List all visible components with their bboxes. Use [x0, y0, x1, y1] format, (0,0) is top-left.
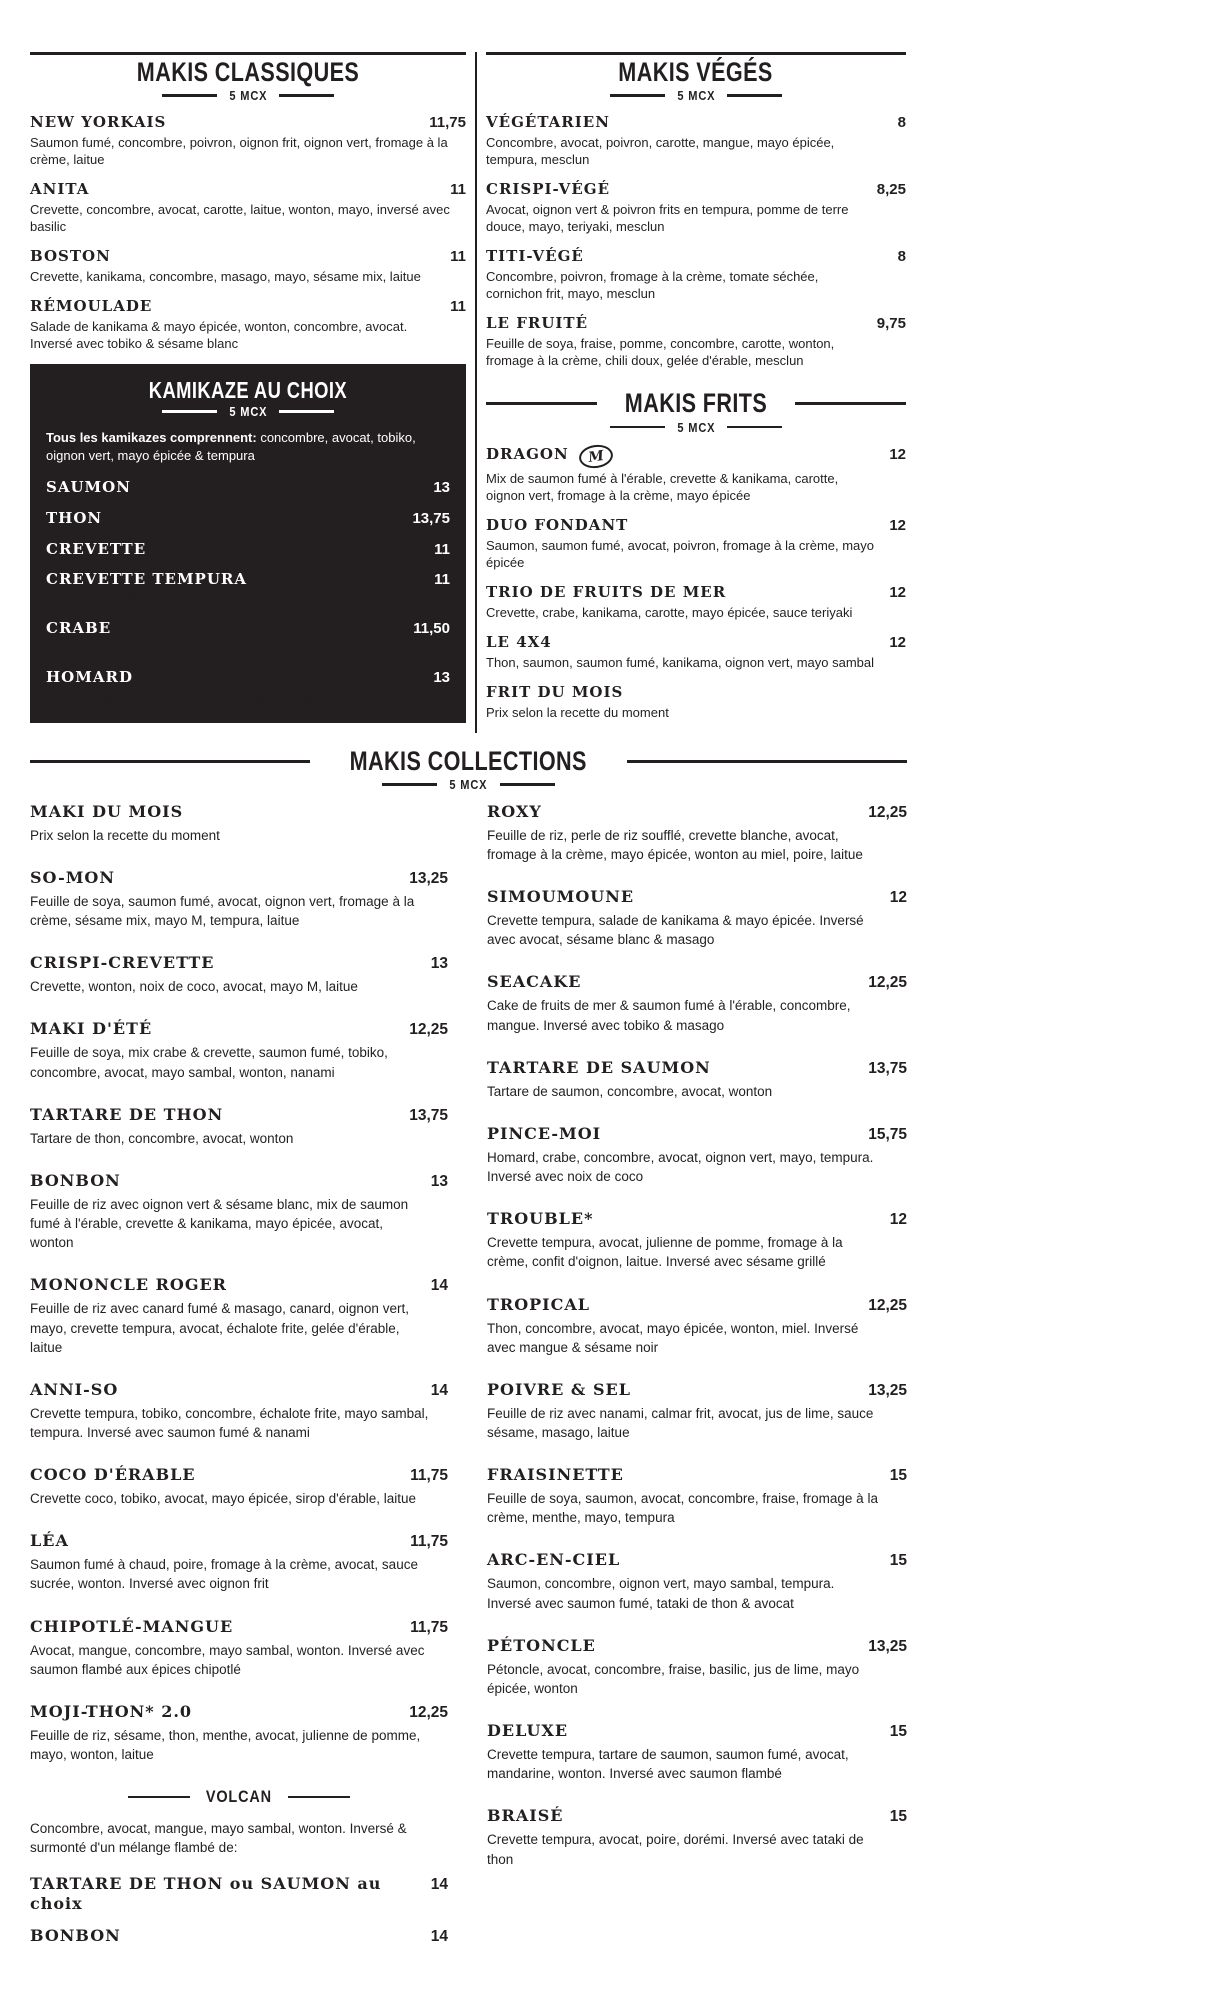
menu-item-name: ROXY — [487, 801, 542, 821]
header-rule — [30, 52, 466, 55]
menu-item-row — [487, 1380, 907, 1400]
menu-item-description: Crevette, wonton, noix de coco, avocat, mayo M, laitue — [30, 979, 358, 995]
menu-item-name: TARTARE DE THON — [30, 1104, 224, 1124]
subtitle-text: 5 MCX — [676, 88, 716, 104]
menu-item — [487, 972, 907, 1034]
kamikaze-intro — [46, 429, 436, 464]
menu-item-row — [487, 1295, 907, 1315]
subtitle-dash — [162, 94, 217, 97]
menu-item-price: 15 — [889, 1552, 907, 1570]
menu-item-name: CREVETTE — [46, 539, 147, 558]
menu-item-description: Avocat, oignon vert & poivron frits en tempura, pomme de terre douce, mayo, teriyaki, mesclun — [486, 201, 849, 235]
menu-item-price: 11,75 — [410, 1467, 448, 1485]
menu-item-price: 12,25 — [868, 803, 907, 821]
menu-item — [30, 1171, 448, 1252]
menu-item-name: DUO FONDANT — [486, 515, 629, 534]
menu-item-price: 11 — [450, 248, 466, 266]
menu-item-name: MAKI D'ÉTÉ — [30, 1019, 153, 1039]
section-title: MAKIS COLLECTIONS — [349, 745, 588, 776]
subtitle-dash — [610, 94, 665, 97]
menu-item-description: Saumon, concombre, oignon vert, mayo sambal, tempura. Inversé avec saumon fumé, tataki de thon & avocat — [487, 1576, 835, 1611]
subtitle-text: 5 MCX — [228, 404, 268, 420]
menu-item — [487, 1636, 907, 1698]
menu-item — [30, 1874, 448, 1914]
section-makis-classiques — [30, 52, 466, 352]
menu-item-row — [486, 683, 906, 702]
menu-item-name: PÉTONCLE — [487, 1635, 596, 1655]
item-list-collections-right — [487, 802, 907, 1869]
menu-item-row — [486, 516, 906, 535]
menu-item-name: TROPICAL — [487, 1294, 591, 1314]
menu-item-row — [487, 1465, 907, 1485]
menu-item-name: TARTARE DE THON ou SAUMON au choix — [30, 1873, 382, 1913]
section-header-frits — [486, 389, 906, 434]
section-kamikaze — [30, 364, 466, 723]
menu-item-description: Crevette tempura, salade de kanikama & mayo épicée. Inversé avec avocat, sésame blanc & masago — [487, 913, 864, 948]
menu-item-name: DRAGON — [486, 444, 569, 463]
menu-item-row — [30, 113, 466, 132]
menu-item-price: 13,25 — [868, 1381, 907, 1399]
menu-item — [486, 113, 906, 168]
menu-item-price: 12 — [889, 583, 906, 601]
menu-item-row — [486, 633, 906, 652]
subtitle-dash — [500, 783, 555, 786]
menu-item-name: LÉA — [30, 1531, 69, 1551]
menu-item-price: 12,25 — [409, 1021, 448, 1039]
subsection-volcan — [30, 1787, 448, 1945]
menu-item-name: BOSTON — [30, 247, 111, 266]
menu-item-price: 8,25 — [876, 181, 906, 199]
menu-item — [487, 1465, 907, 1527]
menu-item-name: NEW YORKAIS — [30, 113, 167, 132]
menu-item-row — [30, 1380, 448, 1400]
menu-item-price: 13,75 — [412, 509, 450, 527]
section-header-classiques — [30, 52, 466, 103]
menu-item-description: Crevette coco, tobiko, avocat, mayo épicée, sirop d'érable, laitue — [30, 1491, 417, 1507]
menu-item — [487, 802, 907, 864]
header-title-row — [486, 389, 906, 418]
menu-item — [30, 1380, 448, 1442]
menu-item-price: 9,75 — [876, 315, 906, 333]
menu-item-row — [30, 1617, 448, 1637]
menu-item-row — [30, 1275, 448, 1295]
menu-item-name: CRISPI-CREVETTE — [30, 953, 215, 973]
menu-item-price: 13 — [430, 1172, 448, 1190]
menu-item-name: COCO D'ÉRABLE — [30, 1465, 196, 1485]
menu-item-row — [30, 953, 448, 973]
menu-item-price: 12 — [889, 445, 906, 463]
menu-item-description: Feuille de soya, saumon, avocat, concombre, fraise, fromage à la crème, menthe, mayo, tempura — [487, 1491, 878, 1526]
menu-item-name: MAKI DU MOIS — [30, 801, 184, 821]
menu-item-price: 12,25 — [868, 974, 907, 992]
subtitle-dash — [727, 426, 782, 429]
section-header-veges — [486, 52, 906, 103]
menu-item-name: VÉGÉTARIEN — [486, 113, 610, 132]
menu-item-name: BRAISÉ — [487, 1806, 564, 1826]
menu-item-name: LE FRUITÉ — [486, 314, 589, 333]
section-subtitle — [486, 88, 906, 103]
menu-item-price: 15,75 — [868, 1125, 907, 1143]
menu-item-name: LE 4X4 — [486, 632, 552, 651]
menu-item — [486, 683, 906, 721]
collections-left-column — [30, 802, 448, 1958]
menu-item-description: Feuille de soya, saumon fumé, avocat, oignon vert, fromage à la crème, sésame mix, mayo M, tempura, laitue — [30, 893, 415, 929]
column-divider — [475, 52, 477, 733]
menu-item-price: 14 — [430, 1381, 448, 1399]
section-subtitle — [30, 777, 907, 792]
menu-item-description: Crevette tempura, avocat, julienne de pomme, fromage à la crème, confit d'oignon, laitue. Inversé avec sésame grillé — [487, 1235, 843, 1270]
right-column — [486, 52, 906, 733]
menu-item-row — [30, 1105, 448, 1125]
menu-item-row — [30, 247, 466, 266]
header-title-row — [30, 747, 907, 776]
menu-item — [30, 1531, 448, 1593]
item-list-volcan — [30, 1874, 448, 1946]
menu-item — [30, 297, 466, 352]
menu-item-name: THON — [46, 508, 103, 527]
menu-item — [30, 1275, 448, 1356]
menu-item — [30, 1926, 448, 1946]
menu-item-name: TROUBLE* — [487, 1209, 594, 1229]
menu-item-price: 15 — [889, 1467, 907, 1485]
menu-item-name: PINCE-MOI — [487, 1123, 602, 1143]
menu-item-row — [487, 1806, 907, 1826]
menu-item-description: Salade de kanikama & mayo épicée, wonton, concombre, avocat. Inversé avec tobiko & sésame blanc — [30, 318, 408, 352]
menu-item-row — [487, 1058, 907, 1078]
menu-item-name: CRISPI-VÉGÉ — [486, 180, 610, 199]
menu-item — [30, 180, 466, 235]
menu-item-price: 12 — [889, 633, 906, 651]
section-title: KAMIKAZE AU CHOIX — [148, 377, 348, 404]
menu-item-row — [486, 314, 906, 333]
menu-item — [46, 619, 450, 656]
menu-content — [30, 52, 907, 1958]
menu-item — [486, 247, 906, 302]
section-makis-frits — [486, 389, 906, 720]
menu-item-price: 15 — [889, 1808, 907, 1826]
menu-item-description: Crevette tempura, tobiko, concombre, échalote frite, mayo sambal, tempura. Inversé avec saumon fumé & nanami — [30, 1405, 429, 1440]
section-makis-collections — [30, 747, 907, 1958]
menu-item-row — [487, 1636, 907, 1656]
menu-item-description: Concombre, poivron, fromage à la crème, tomate séchée, cornichon frit, mayo, mesclun — [486, 269, 819, 302]
brand-m-icon: M — [577, 442, 614, 470]
menu-item-price: 12,25 — [868, 1296, 907, 1314]
menu-item-row — [46, 619, 450, 638]
menu-item-row — [46, 570, 450, 589]
menu-item-row — [486, 113, 906, 132]
menu-item-name: RÉMOULADE — [30, 297, 153, 316]
menu-item-row — [46, 540, 450, 559]
menu-item-row — [487, 1550, 907, 1570]
menu-item — [487, 1806, 907, 1868]
header-rule — [486, 52, 906, 55]
menu-item-description: Avec kanikama & nanami — [46, 640, 193, 656]
menu-item-price: 11,75 — [410, 1533, 448, 1551]
menu-item-price: 13 — [433, 479, 450, 497]
menu-item — [30, 1105, 448, 1148]
menu-item-description: Prix selon la recette du moment — [486, 704, 669, 720]
menu-item-name: CRABE — [46, 619, 112, 638]
menu-item-row — [46, 509, 450, 528]
menu-item — [30, 247, 466, 285]
menu-item-price: 11,50 — [413, 620, 450, 638]
menu-item-description: Avocat, mangue, concombre, mayo sambal, wonton. Inversé avec saumon flambé aux épices chipotlé — [30, 1642, 425, 1677]
menu-item-row — [30, 1171, 448, 1191]
top-columns — [30, 52, 907, 733]
menu-item-description: Thon, saumon, saumon fumé, kanikama, oignon vert, mayo sambal — [486, 654, 875, 670]
menu-item-name: SO-MON — [30, 867, 115, 887]
subtitle-dash — [279, 94, 334, 97]
volcan-title: VOLCAN — [205, 1787, 273, 1807]
menu-item-row — [30, 1702, 448, 1722]
menu-item-description: Pétoncle, avocat, concombre, fraise, basilic, jus de lime, mayo épicée, wonton — [487, 1661, 860, 1696]
menu-item — [486, 180, 906, 235]
section-subtitle — [486, 420, 906, 435]
menu-item — [486, 633, 906, 671]
menu-item — [486, 516, 906, 571]
menu-item-description: Saumon fumé, concombre, poivron, oignon frit, oignon vert, fromage à la crème, laitue — [30, 134, 448, 168]
menu-item-row — [486, 180, 906, 199]
collections-columns — [30, 802, 907, 1958]
menu-item-name: POIVRE & SEL — [487, 1379, 631, 1399]
menu-item-description: Tartare de thon, concombre, avocat, wonton — [30, 1130, 294, 1146]
menu-item — [487, 1058, 907, 1101]
menu-item-description: Crevette, concombre, avocat, carotte, laitue, wonton, mayo, inversé avec basilic — [30, 201, 450, 235]
menu-item-price: 11,75 — [410, 1618, 448, 1636]
section-subtitle — [30, 88, 466, 103]
menu-item-row — [30, 1926, 448, 1946]
subtitle-text: 5 MCX — [449, 776, 488, 792]
menu-item-description: Inversé avec sésame mix — [46, 591, 193, 607]
menu-item — [487, 1209, 907, 1271]
header-line — [30, 760, 310, 763]
item-list-veges — [486, 113, 906, 369]
menu-item-row — [487, 802, 907, 822]
section-header-collections — [30, 747, 907, 792]
menu-item — [46, 668, 450, 705]
menu-item-name: MONONCLE ROGER — [30, 1275, 227, 1295]
menu-item — [30, 113, 466, 168]
menu-item-price: 12,25 — [409, 1703, 448, 1721]
menu-item-description: Crevette, kanikama, concombre, masago, mayo, sésame mix, laitue — [30, 269, 421, 285]
subtitle-dash — [288, 1796, 350, 1798]
menu-item-row — [486, 583, 906, 602]
menu-item-row — [46, 668, 450, 687]
menu-item-price: 12 — [889, 516, 906, 534]
menu-item-description: Homard, crabe, concombre, avocat, oignon vert, mayo, tempura. Inversé avec noix de coco — [487, 1149, 874, 1185]
header-line — [46, 389, 114, 392]
menu-item-description: Feuille de soya, mix crabe & crevette, saumon fumé, tobiko, concombre, avocat, mayo sambal, wonton, nanami — [30, 1045, 388, 1080]
menu-item-price: 13 — [433, 669, 450, 687]
subtitle-text: 5 MCX — [228, 88, 268, 104]
menu-item-row — [46, 478, 450, 497]
menu-item — [46, 509, 450, 528]
menu-item — [30, 1465, 448, 1508]
menu-item-description: Crevette tempura, avocat, poire, dorémi. Inversé avec tataki de thon — [487, 1832, 864, 1867]
menu-item-row — [487, 1124, 907, 1144]
header-line — [382, 389, 450, 392]
menu-item-description: Saumon fumé à chaud, poire, fromage à la crème, avocat, sauce sucrée, wonton. Inversé avec oignon frit — [30, 1557, 418, 1592]
menu-item-price: 11,75 — [429, 114, 466, 132]
menu-item-price: 14 — [430, 1927, 448, 1945]
menu-item-price: 12 — [889, 1211, 907, 1229]
header-line — [627, 760, 907, 763]
menu-item-description: Feuille de riz avec oignon vert & sésame blanc, mix de saumon fumé à l'érable, crevette & kanikama, mayo épicée, avocat, wonton — [30, 1196, 409, 1251]
menu-item — [487, 1380, 907, 1442]
menu-item — [486, 445, 906, 504]
menu-item-description: Feuille de soya, fraise, pomme, concombre, carotte, wonton, fromage à la crème, chili doux, gelée d'érable, mesclun — [486, 336, 835, 369]
menu-item-name: TARTARE DE SAUMON — [487, 1057, 711, 1077]
menu-item-price: 11 — [450, 298, 466, 316]
section-subtitle — [46, 404, 450, 419]
menu-item-row — [30, 1019, 448, 1039]
section-title: MAKIS CLASSIQUES — [136, 57, 360, 87]
volcan-header — [30, 1787, 448, 1807]
menu-item-name: SAUMON — [46, 478, 131, 497]
menu-item-description: Feuille de riz, sésame, thon, menthe, avocat, julienne de pomme, mayo, wonton, laitue — [30, 1727, 421, 1763]
menu-item-description: Prix selon la recette du moment — [30, 827, 220, 843]
subtitle-dash — [279, 410, 334, 413]
menu-item-name: SIMOUMOUNE — [487, 887, 635, 907]
menu-item-description: Thon, concombre, avocat, mayo épicée, wonton, miel. Inversé avec mangue & sésame noir — [487, 1320, 859, 1355]
subtitle-text: 5 MCX — [676, 419, 716, 435]
item-list-kamikaze — [46, 478, 450, 705]
menu-item-description: Mix de saumon fumé à l'érable, crevette & kanikama, carotte, oignon vert, fromage à la crème, mayo épicée — [486, 470, 839, 503]
menu-item-price: 11 — [450, 181, 466, 199]
menu-item — [487, 1295, 907, 1357]
menu-item — [30, 1617, 448, 1679]
menu-item-name: BONBON — [30, 1925, 121, 1945]
subtitle-dash — [128, 1796, 190, 1798]
menu-item-name: CREVETTE TEMPURA — [46, 570, 248, 589]
menu-item-price: 13,25 — [409, 869, 448, 887]
header-line — [486, 402, 597, 405]
menu-item-description: Feuille de riz avec nanami, calmar frit, avocat, jus de lime, sauce sésame, masago, laitue — [487, 1405, 874, 1440]
section-header-kamikaze — [46, 378, 450, 419]
section-makis-veges — [486, 52, 906, 369]
menu-item-name: CHIPOTLÉ-MANGUE — [30, 1616, 234, 1636]
menu-item — [486, 314, 906, 369]
collections-right-column — [487, 802, 907, 1958]
menu-item — [30, 1019, 448, 1081]
subtitle-dash — [610, 426, 665, 429]
item-list-classiques — [30, 113, 466, 352]
menu-item-name: BONBON — [30, 1170, 121, 1190]
menu-item-row — [30, 802, 448, 822]
menu-item-row — [487, 1721, 907, 1741]
menu-item-row — [30, 1531, 448, 1551]
menu-item-row — [30, 1465, 448, 1485]
menu-item — [487, 1550, 907, 1612]
menu-item-name: FRIT DU MOIS — [486, 682, 624, 701]
menu-item-name: FRAISINETTE — [487, 1465, 624, 1485]
section-title: MAKIS FRITS — [624, 388, 768, 419]
menu-item-row — [487, 972, 907, 992]
menu-item-price: 14 — [430, 1277, 448, 1295]
menu-item — [487, 1721, 907, 1783]
menu-item-row — [30, 1874, 448, 1914]
menu-item-description: Tartare de saumon, concombre, avocat, wonton — [487, 1083, 773, 1099]
menu-item-price: 12 — [889, 889, 907, 907]
menu-item-name: HOMARD — [46, 668, 133, 687]
header-line — [795, 402, 906, 405]
menu-item-description: Avec kanikama, inversé avec tobiko & sésame blanc — [46, 688, 349, 704]
menu-item — [30, 1702, 448, 1764]
menu-item-description: Feuille de riz, perle de riz soufflé, crevette blanche, avocat, fromage à la crème, mayo épicée, wonton au miel, poire, laitue — [487, 827, 863, 862]
item-list-collections-left — [30, 802, 448, 1764]
menu-item-row — [30, 297, 466, 316]
menu-item-name: TITI-VÉGÉ — [486, 247, 584, 266]
item-list-frits — [486, 445, 906, 721]
menu-item — [30, 953, 448, 996]
menu-item-row — [487, 887, 907, 907]
menu-item-row — [487, 1209, 907, 1229]
menu-item-price: 13,75 — [409, 1106, 448, 1124]
menu-item-description: Concombre, avocat, poivron, carotte, mangue, mayo épicée, tempura, mesclun — [486, 134, 835, 168]
menu-item-price: 11 — [434, 571, 450, 589]
section-title: MAKIS VÉGÉS — [618, 57, 774, 87]
menu-item-name: SEACAKE — [487, 972, 582, 992]
kamikaze-intro-lead: Tous les kamikazes comprennent: — [46, 430, 257, 446]
subtitle-dash — [382, 783, 437, 786]
menu-item — [30, 802, 448, 845]
menu-item — [46, 478, 450, 497]
menu-item-description: Feuille de riz avec canard fumé & masago, canard, oignon vert, mayo, crevette tempura, avocat, échalote frite, gelée d'érable, laitue — [30, 1301, 409, 1355]
menu-item-name: MOJI-THON* 2.0 — [30, 1701, 193, 1721]
menu-item-row — [486, 247, 906, 266]
subtitle-dash — [727, 94, 782, 97]
menu-item-description: Saumon, saumon fumé, avocat, poivron, fromage à la crème, mayo épicée — [486, 537, 875, 570]
menu-item-row — [30, 868, 448, 888]
menu-item-name: TRIO DE FRUITS DE MER — [486, 582, 727, 601]
volcan-description: Concombre, avocat, mangue, mayo sambal, wonton. Inversé & surmonté d'un mélange flambé de: — [30, 1821, 407, 1856]
menu-item-price: 15 — [889, 1723, 907, 1741]
menu-item-name: DELUXE — [487, 1721, 569, 1741]
menu-item-row — [30, 180, 466, 199]
menu-item — [46, 570, 450, 607]
header-title-row — [46, 378, 450, 403]
menu-item — [30, 868, 448, 930]
menu-item-name: ANNI-SO — [30, 1379, 119, 1399]
menu-item-price: 11 — [434, 540, 450, 558]
menu-item-description: Crevette, crabe, kanikama, carotte, mayo épicée, sauce teriyaki — [486, 604, 853, 620]
left-column — [30, 52, 466, 733]
menu-item — [487, 1124, 907, 1186]
menu-item — [487, 887, 907, 949]
menu-item-price: 8 — [897, 114, 906, 132]
menu-item-price: 13 — [430, 955, 448, 973]
menu-item-name: ANITA — [30, 180, 90, 199]
menu-item-price: 8 — [897, 248, 906, 266]
menu-item-name: ARC-EN-CIEL — [487, 1550, 621, 1570]
menu-item-row — [486, 445, 906, 468]
subtitle-dash — [162, 410, 217, 413]
menu-item-price: 13,25 — [868, 1637, 907, 1655]
menu-item — [46, 540, 450, 559]
menu-item-description: Crevette tempura, tartare de saumon, saumon fumé, avocat, mandarine, wonton. Inversé avec saumon flambé — [487, 1747, 849, 1782]
menu-item-price: 14 — [430, 1875, 448, 1893]
menu-item-description: Cake de fruits de mer & saumon fumé à l'érable, concombre, mangue. Inversé avec tobiko & masago — [487, 998, 851, 1033]
kamikaze-intro-rest: concombre, avocat, tobiko, oignon vert, mayo épicée & tempura — [46, 430, 416, 463]
menu-item — [486, 583, 906, 621]
menu-item-price: 13,75 — [868, 1059, 907, 1077]
